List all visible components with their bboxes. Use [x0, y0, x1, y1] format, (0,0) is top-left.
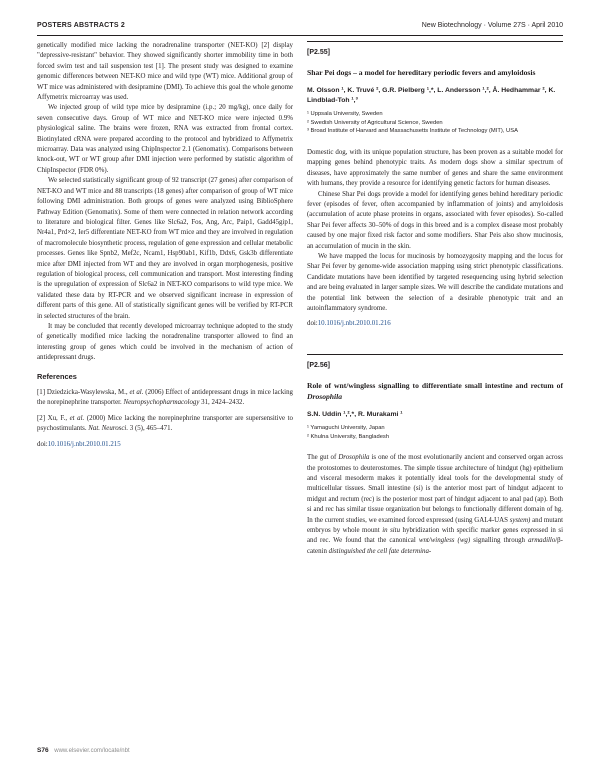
abstract-title: Role of wnt/wingless signalling to differentiate small intestine and rectum of Drosophila	[307, 381, 563, 402]
body-paragraph: We injected group of wild type mice by desipramine (i.p.; 20 mg/kg), once daily for seven consecutive days. Group of WT mice and NET-KO mice were injected 0.9% physiological saline. The brains were frozen, RNA was extracted from frontal cortex. Biotinylated cRNA were prepared according to the protocol and hybridized to Affymetrix microarray. Data was analyzed using ChipInspector 2.1 (Genomatix). Comparisons between knock-out, WT or WT group after DMI injection were performed by statistic algorithm of ChipInspector (FDR 0%).	[37, 104, 293, 174]
reference-item: [2] Xu, F., et al. (2000) Mice lacking the norepinephrine transporter are supersensitive to psychostimulants. Nat. Neurosci. 3 (5), 465–471.	[37, 414, 294, 433]
spacer	[307, 136, 563, 148]
right-column	[307, 41, 563, 557]
section-label: POSTERS ABSTRACTS 2	[37, 22, 125, 29]
section-rule	[307, 41, 563, 42]
affiliation: ³ Broad Institute of Harvard and Massachusetts Institute of Technology (MIT), USA	[307, 128, 518, 135]
body-paragraph: genetically modified mice lacking the noradrenaline transporter (NET-KO) [2] display "depressive-resistant" behavior. They showed significantly shorter immobility time in both forced swim test and tail suspension test [1]. The present study was designed to examine genomic differences between NET-KO mice and wild type (WT) mice. Additional group of WT mice was administered with desipramine (DMI). To achieve this goal the whole genome Affymetrix microarray was used.	[37, 42, 293, 102]
left-column	[37, 41, 293, 450]
body-paragraph: Chinese Shar Pei dogs provide a model for identifying genes behind hereditary periodic fever (episodes of fever, often accompanied by inflammation of joints) and amyloidosis (accumulation of acute phase proteins in organs, associated with fever episodes). So-called Shar Pei fever affects 30–50% of dogs in this breed and is a complex disease most probably caused by one major fixed risk factor and some modifiers. Shar Peis also show mucinosis, an accumulation of mucin in the skin.	[307, 190, 563, 250]
doi-link[interactable]: 10.1016/j.nbt.2010.01.216	[317, 320, 391, 328]
running-header	[37, 22, 563, 34]
affiliation: ¹ Yamaguchi University, Japan	[307, 425, 385, 432]
references-heading: References	[37, 371, 77, 381]
body-paragraph: We selected statistically significant group of 92 transcript (27 genes) after comparison of NET-KO and WT mice and 88 transcripts (18 genes) after comparison of group of WT mice following DMI administration. Both groups of genes were analyzed using BiblioSphere Pathway Edition (Genomatix). Some of them were connected in relation network according to literature and biological filter. Genes like Slc6a2, Fos, Ang, Arc, Paip1, Gadd45gip1, Nr4a1, Prd×2, Ier5 differentiate NET-KO from WT mice and they are involved in regulation of macromolecule biosynthetic process, regulation of gene expression and cellular metabolic processes. Genes like Spnb2, Mef2c, Ncam1, Hsp90ab1, Kif1b, Ddx6, Gsk3b differentiate mice after DMI injected from WT and they are involved in organ morphogenesis, positive regulation of biological process, cell communication and transport. Most interesting finding is the upregulation of expression of Slc6a2 in NET-KO comparisons to wild type mice. We validated these data by RT-PCR and we observed significant increase in expression of different parts of this gene. All of statistically significant genes will be verified by RT-PCR in selected structures of the brain.	[37, 177, 293, 320]
affiliation: ² Khulna University, Bangladesh	[307, 433, 390, 440]
section-rule	[307, 354, 563, 355]
reference-item: [1] Dziedzicka-Wasylewska, M., et al. (2006) Effect of antidepressant drugs in mice lacking the norepinephrine transporter. Neuropsychopharmacology 31, 2424–2432.	[37, 389, 293, 407]
spacer	[307, 441, 563, 453]
body-paragraph: It may be concluded that recently developed microarray technique adopted to the study of genetically modified mice lacking the noradrenaline transporter allowed to find an interesting group of genes which could be involved in the mechanism of action of antidepressant drugs.	[37, 322, 293, 362]
body-paragraph: Domestic dog, with its unique population structure, has been proven as a suitable model for mapping genes behind phenotypic traits. As modern dogs show a similar spectrum of diseases, have approximately the same number of genes and share the same environment with humans, they provide a resource for identifying genetic factors for human diseases.	[307, 148, 563, 188]
affiliation: ² Swedish University of Agricultural Science, Sweden	[307, 119, 443, 126]
author-list: M. Olsson ¹, K. Truvé ², G.R. Pielberg ¹,*, L. Andersson ¹,², Å. Hedhammar ², K. Lindblad-Toh ¹,³	[307, 87, 556, 105]
doi-line: doi:10.1016/j.nbt.2010.01.215	[37, 440, 121, 448]
body-paragraph: We have mapped the locus for mucinosis by homozygosity mapping and the locus for Shar Pei fever by genome-wide association mapping using strict phenotypic classifications. Candidate mutations have been identified by targeted resequencing using hybrid selection and are being evaluated in larger sample sizes. We will describe the candidate mutations and the potential link between the selection of a desirable phenotypic trait and an autoinflammatory syndrome.	[307, 252, 563, 312]
journal-citation: New Biotechnology · Volume 27S · April 2010	[421, 22, 563, 29]
abstract-title: Shar Pei dogs – a model for hereditary periodic fevers and amyloidosis	[307, 68, 536, 78]
doi-link[interactable]: 10.1016/j.nbt.2010.01.215	[47, 440, 121, 448]
doi-line: doi:10.1016/j.nbt.2010.01.216	[307, 320, 391, 328]
page-number: S76	[37, 747, 49, 754]
header-rule	[37, 35, 563, 36]
abstract-id: [P2.56]	[307, 361, 330, 369]
abstract-id: [P2.55]	[307, 49, 330, 56]
author-list: S.N. Uddin ¹,²,*, R. Murakami ¹	[307, 411, 403, 419]
journal-url[interactable]: www.elsevier.com/locate/nbt	[54, 748, 130, 754]
spacer	[307, 330, 563, 354]
body-paragraph: The gut of Drosophila is one of the most evolutionarily ancient and conserved organ across the protostomes to deuterostomes. The simple tissue architecture of hindgut (hg) epithelium and visceral mesoderm makes it potentially ideal tools for the developmental study of multicellular tissues. Small intestine (si) is the anterior most part of hindgut adjacent to midgut and rectum (rec) is the posterior most part of hindgut adjacent to anal pad (ap). Both si and rec has similar tissue organization but belongs to functionally different domain of hg. In the current studies, we examined forced expressed (using GAL4-UAS system) and mutant embryos by whole mount in situ hybridization with specific marker genes expressed in si and rec. We found that the canonical wnt/wingless (wg) signalling through armadillo/β-catenin distinguished the cell fate determina-	[307, 454, 563, 555]
affiliation: ¹ Uppsala University, Sweden	[307, 111, 383, 118]
page-footer	[37, 747, 130, 754]
